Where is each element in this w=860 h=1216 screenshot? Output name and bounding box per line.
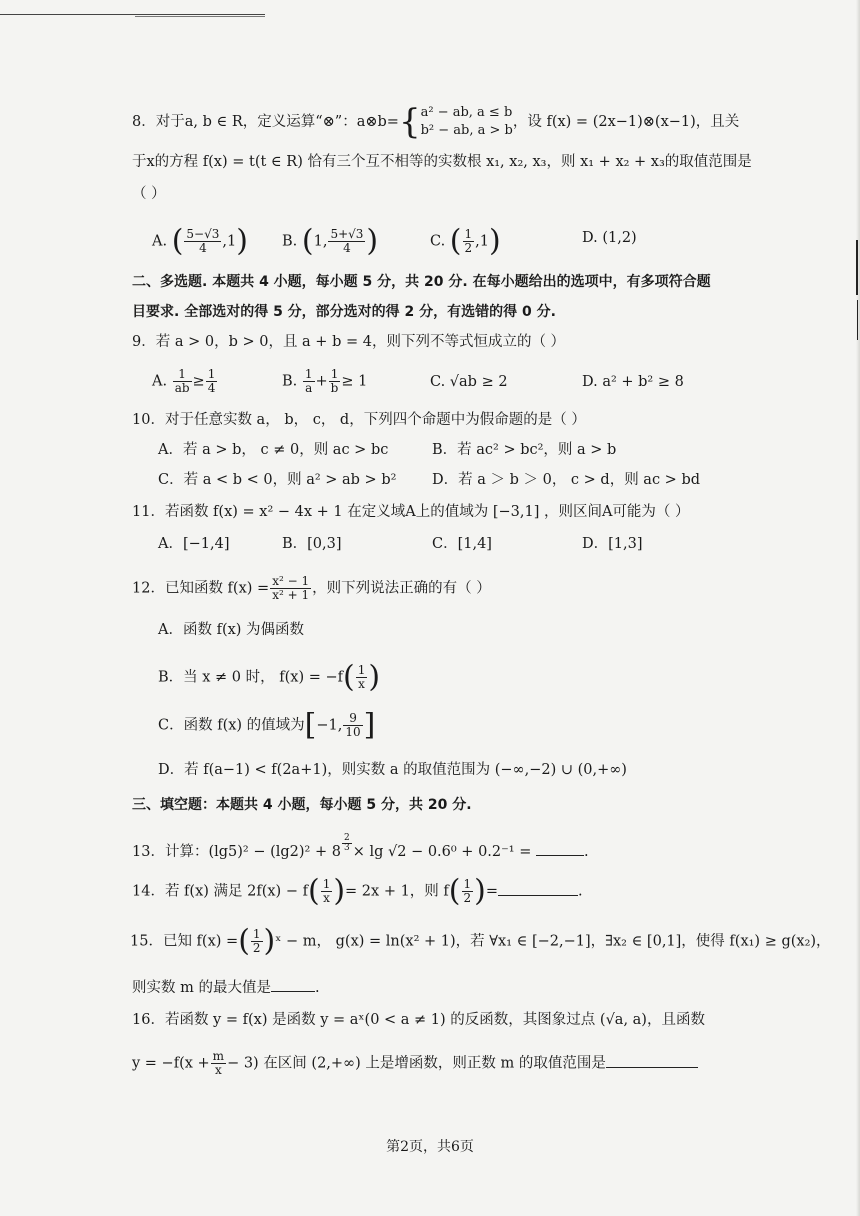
frac-den: 2: [463, 891, 472, 905]
case-1: a² − ab, a ≤ b: [420, 105, 513, 120]
frac-num: 5−√3: [186, 227, 220, 241]
option-label: A.: [152, 373, 168, 390]
stem-tail: ，则下列说法正确的有（ ）: [312, 580, 491, 597]
question-12-stem: [132, 575, 491, 602]
question-16-line1: 16．若函数 y = f(x) 是函数 y = aˣ(0 < a ≠ 1) 的反函数，其图象过点 (√a, a)，且函数: [132, 1012, 705, 1028]
question-11-stem: 11．若函数 f(x) = x² − 4x + 1 在定义域A上的值域为 [−3,1] ，则区间A可能为（ ）: [132, 504, 690, 520]
expr-head: y = −f(x +: [132, 1055, 210, 1072]
question-9-stem: 9．若 a > 0，b > 0，且 a + b = 4，则下列不等式恒成立的（ ）: [132, 334, 566, 350]
header-rule-short: [135, 16, 265, 17]
header-rule: [0, 14, 265, 15]
case-definition: [421, 104, 513, 140]
q9-option-d: D. a² + b² ≥ 8: [582, 374, 684, 390]
q12-option-a: A．函数 f(x) 为偶函数: [158, 622, 305, 638]
expr-head: 15．已知 f(x) =: [130, 933, 239, 950]
frac-den: 10: [345, 725, 361, 739]
frac-num: 9: [343, 712, 362, 726]
q12-option-d: D．若 f(a−1) < f(2a+1)，则实数 a 的取值范围为 (−∞,−2) ∪ (0,+∞): [158, 762, 627, 778]
period: .: [583, 843, 589, 860]
answer-blank[interactable]: [271, 991, 315, 992]
q10-option-d: D．若 a ＞ b ＞ 0， c > d，则 ac > bd: [432, 472, 701, 488]
frac-num: 1: [173, 368, 192, 382]
q12-option-c: C．函数 f(x) 的值域为[−1, $\frac{9}{10}$ ]: [158, 707, 376, 743]
q11-option-c: C．[1,4]: [432, 536, 492, 552]
q11-option-a: A．[−1,4]: [158, 536, 230, 552]
frac-den: 2: [464, 241, 473, 255]
option-inner: −1,: [316, 717, 343, 734]
section-2-instructions: 目要求. 全部选对的得 5 分，部分选对的得 2 分，有选错的得 0 分.: [132, 304, 556, 320]
expr-head: 14．若 f(x) 满足 2f(x) − f: [132, 883, 308, 900]
question-16-line2: [132, 1050, 698, 1077]
question-text: 则实数 m 的最大值是: [132, 980, 271, 996]
scan-edge-mark: [857, 300, 858, 340]
frac-num: 1: [207, 367, 216, 381]
frac-num: m: [212, 1049, 225, 1063]
frac-num: 1: [464, 227, 473, 241]
option-head: 1,: [313, 233, 328, 250]
question-8-answer-paren: （ ）: [132, 186, 166, 202]
frac-num: 5+√3: [330, 227, 364, 241]
question-8-line1: [132, 104, 739, 140]
frac-num: 1: [252, 927, 261, 941]
frac-den: x: [323, 891, 330, 905]
relation: ≥: [192, 373, 205, 390]
q10-option-c: C．若 a < b < 0，则 a² > ab > b²: [158, 472, 397, 488]
q12-option-b: B．当 x ≠ 0 时， f(x) = −f( $\frac{1}{x}$ ): [158, 659, 381, 695]
frac-den: 4: [199, 241, 207, 255]
period: .: [578, 883, 583, 900]
exp-den: 3: [343, 843, 350, 853]
q8-option-d: D. (1,2): [582, 230, 637, 246]
question-8-text-2: ，设 f(x) = (2x−1)⊗(x−1)，且关: [512, 114, 740, 130]
frac-num: x² − 1: [272, 574, 310, 588]
frac-den: 4: [343, 241, 351, 255]
frac-num: 1: [357, 663, 366, 677]
scan-edge-mark: [856, 240, 858, 295]
option-label: B.: [282, 233, 298, 250]
question-15-line2: [132, 978, 320, 998]
expr-mid: = 2x + 1，则 f: [345, 883, 449, 900]
equals: =: [485, 883, 499, 900]
expr-tail: ˣ − m， g(x) = ln(x² + 1)，若 ∀x₁ ∈ [−2,−1]，∃x₂ ∈ [0,1]，使得 f(x₁) ≥ g(x₂)，: [275, 933, 831, 950]
option-tail: ≥ 1: [341, 373, 368, 390]
q8-option-b: B. (1, $\frac{5+√3}{4}$ ): [282, 223, 379, 259]
frac-den: x: [358, 677, 365, 691]
section-2-header: 二、多选题. 本题共 4 小题，每小题 5 分，共 20 分. 在每小题给出的选项中，有多项符合题: [132, 274, 711, 290]
option-tail: ,1: [222, 233, 237, 250]
operator: +: [315, 373, 328, 390]
q9-option-a: [152, 368, 218, 395]
question-15-line1: 15．已知 f(x) =( $\frac{1}{2}$ )ˣ − m， g(x) = ln(x² + 1)，若 ∀x₁ ∈ [−2,−1]，∃x₂ ∈ [0,1]，使得 f(x₁) ≥ g(x₂)，: [130, 923, 831, 959]
expr-tail: − 3) 在区间 (2,+∞) 上是增函数，则正数 m 的取值范围是: [227, 1055, 606, 1072]
frac-num: 1: [304, 367, 313, 381]
answer-blank[interactable]: [498, 895, 578, 896]
q9-option-c: C. √ab ≥ 2: [430, 374, 508, 390]
frac-den: 4: [207, 381, 216, 395]
question-8-text: 8．对于a, b ∈ R，定义运算“⊗”：a⊗b=: [132, 114, 399, 130]
q10-option-b: B．若 ac² > bc²，则 a > b: [432, 442, 617, 458]
case-brace: {: [398, 102, 421, 142]
frac-den: x: [214, 1063, 222, 1077]
q11-option-b: B．[0,3]: [282, 536, 342, 552]
option-head: B．当 x ≠ 0 时， f(x) = −f: [158, 669, 343, 686]
frac-den: x² + 1: [272, 588, 310, 602]
q8-option-a: A. ( $\frac{5-√3}{4}$ ,1): [152, 223, 248, 259]
expr-tail: × lg √2 − 0.6⁰ + 0.2⁻¹ =: [352, 843, 532, 860]
question-8-line2: 于x的方程 f(x) = t(t ∈ R) 恰有三个互不相等的实数根 x₁, x₂, x₃，则 x₁ + x₂ + x₃的取值范围是: [132, 154, 752, 170]
question-10-stem: 10．对于任意实数 a， b， c， d，下列四个命题中为假命题的是（ ）: [132, 412, 586, 428]
option-head: C．函数 f(x) 的值域为: [158, 717, 305, 734]
answer-blank[interactable]: [606, 1067, 698, 1068]
page-edge-shadow: [856, 0, 860, 1216]
frac-num: 1: [322, 877, 331, 891]
option-tail: ,1: [475, 233, 489, 250]
exp-num: 2: [343, 833, 350, 843]
question-13: [132, 834, 589, 862]
section-3-header: 三、填空题：本题共 4 小题，每小题 5 分，共 20 分.: [132, 797, 472, 813]
stem-head: 12．已知函数 f(x) =: [132, 580, 270, 597]
option-label: A.: [152, 233, 168, 250]
q9-option-b: [282, 368, 367, 395]
frac-den: a: [305, 381, 313, 395]
page-footer: 第2页，共6页: [386, 1139, 474, 1155]
q10-option-a: A．若 a > b， c ≠ 0，则 ac > bc: [158, 442, 389, 458]
question-14: 14．若 f(x) 满足 2f(x) − f( $\frac{1}{x}$ )= 2x + 1，则 f( $\frac{1}{2}$ )= .: [132, 873, 583, 909]
option-label: C.: [430, 233, 446, 250]
frac-den: ab: [174, 381, 190, 395]
option-label: B.: [282, 373, 298, 390]
frac-num: 1: [463, 877, 472, 891]
frac-num: 1: [329, 368, 341, 382]
expr-head: 13．计算：(lg5)² − (lg2)² + 8: [132, 843, 341, 860]
answer-blank[interactable]: [536, 855, 584, 856]
frac-den: 2: [252, 941, 261, 955]
period: .: [314, 980, 320, 996]
q8-option-c: C. ( $\frac{1}{2}$ ,1): [430, 223, 501, 259]
frac-den: b: [330, 381, 339, 395]
q11-option-d: D．[1,3]: [582, 536, 643, 552]
case-2: b² − ab, a > b: [420, 123, 513, 138]
